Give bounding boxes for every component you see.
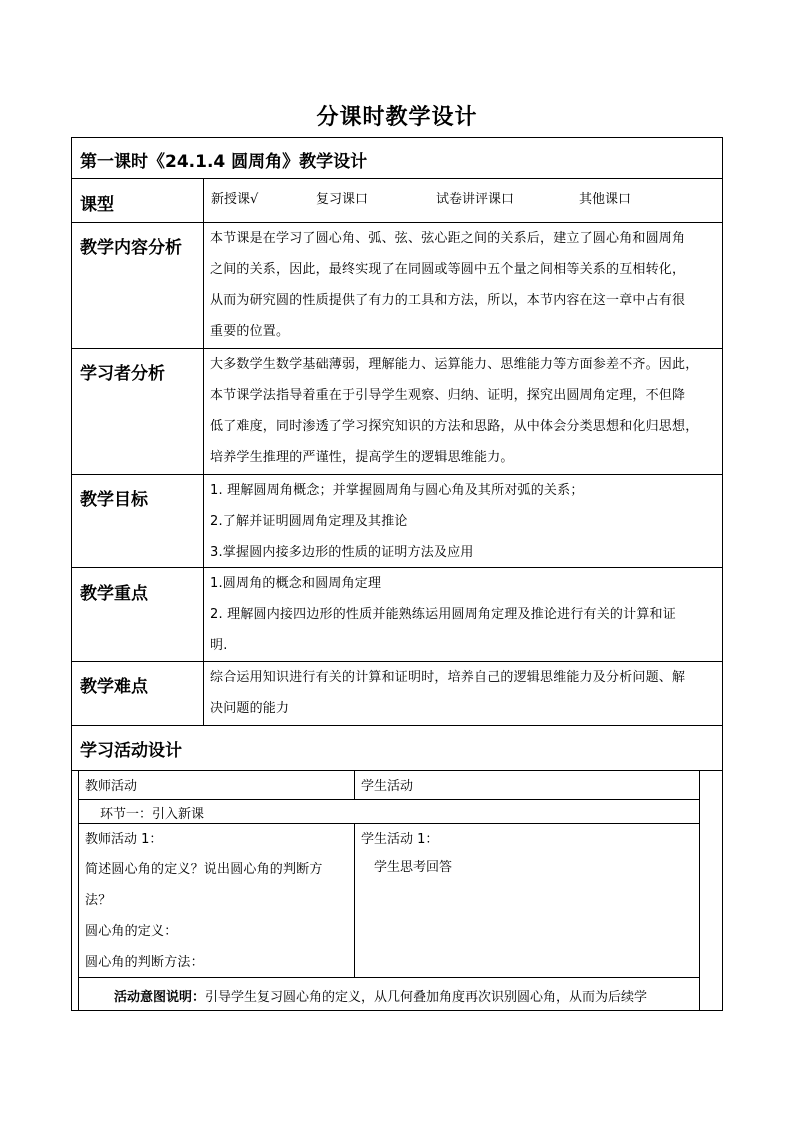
text-line: 2. 理解圆内接四边形的性质并能熟练运用圆周角定理及推论进行有关的计算和证: [210, 607, 676, 622]
label-column-divider: [203, 178, 204, 725]
activity-intent: [114, 986, 647, 1005]
text-line: 决问题的能力: [210, 701, 290, 716]
page-title: 分课时教学设计: [316, 104, 478, 130]
text-line: 低了难度，同时渗透了学习探究知识的方法和思路，从中体会分类思想和化归思想，: [210, 419, 699, 434]
activity-design-label: 学习活动设计: [80, 741, 182, 761]
inner-right-border: [699, 770, 700, 1011]
course-type-option-other: 其他课口: [579, 192, 632, 207]
activity-intent-label: 活动意图说明：: [114, 990, 206, 1005]
objectives-label: 教学目标: [80, 490, 148, 510]
text-line: 培养学生推理的严谨性，提高学生的逻辑思维能力。: [210, 450, 514, 465]
difficulties-text: [210, 662, 685, 724]
lesson-title: 第一课时《24.1.4 圆周角》教学设计: [80, 152, 368, 172]
text-line: 明.: [210, 638, 228, 653]
text-line: 2.了解并证明圆周角定理及其推论: [210, 514, 408, 529]
inner-column-divider: [354, 823, 355, 977]
course-type-option-new: 新授课√: [211, 192, 259, 207]
text-line: 1. 理解圆周角概念；并掌握圆周角与圆心角及其所对弧的关系；: [210, 483, 584, 498]
text-line: 从而为研究圆的性质提供了有力的工具和方法，所以，本节内容在这一章中占有很: [210, 293, 686, 308]
text-line: 法？: [85, 893, 112, 908]
text-line: 重要的位置。: [210, 324, 290, 339]
text-line: 圆心角的判断方法：: [85, 955, 204, 970]
text-line: 综合运用知识进行有关的计算和证明时，培养自己的逻辑思维能力及分析问题、解: [210, 670, 686, 685]
course-type-option-review: 复习课口: [316, 192, 369, 207]
key-points-label: 教学重点: [80, 584, 148, 604]
teacher-activity-title: 教师活动 1：: [85, 832, 163, 847]
content-analysis-text: [210, 223, 685, 347]
text-line: 本节课是在学习了圆心角、弧、弦、弦心距之间的关系后，建立了圆心角和圆周角: [210, 231, 686, 246]
text-line: 3.掌握圆内接多边形的性质的证明方法及应用: [210, 545, 474, 560]
row-divider: [71, 770, 723, 771]
inner-left-border: [78, 770, 79, 1011]
inner-row-divider: [78, 799, 699, 800]
text-line: 本节课学法指导着重在于引导学生观察、归纳、证明，探究出圆周角定理，不但降: [210, 388, 686, 403]
text-line: 大多数学生数学基础薄弱，理解能力、运算能力、思维能力等方面参差不齐。因此，: [210, 357, 699, 372]
learner-analysis-label: 学习者分析: [80, 364, 165, 384]
teacher-activity-text: [85, 854, 323, 978]
course-type-label: 课型: [80, 195, 114, 215]
text-line: 简述圆心角的定义？说出圆心角的判断方: [85, 862, 323, 877]
student-activity-header: 学生活动: [361, 779, 414, 794]
teacher-activity-header: 教师活动: [85, 779, 138, 794]
student-activity-title: 学生活动 1：: [361, 832, 439, 847]
section-title: 环节一：引入新课: [100, 807, 205, 822]
content-analysis-label: 教学内容分析: [80, 238, 182, 258]
student-activity-text: 学生思考回答: [374, 860, 453, 875]
row-divider: [71, 178, 723, 179]
row-divider: [71, 725, 723, 726]
inner-column-divider: [354, 770, 355, 799]
inner-row-divider: [78, 823, 699, 824]
text-line: 之间的关系，因此，最终实现了在同圆或等圆中五个量之间相等关系的互相转化，: [210, 262, 686, 277]
learner-analysis-text: [210, 349, 698, 473]
objectives-text: [210, 475, 584, 568]
text-line: 圆心角的定义：: [85, 924, 178, 939]
difficulties-label: 教学难点: [80, 677, 148, 697]
activity-intent-text: 引导学生复习圆心角的定义，从几何叠加角度再次识别圆心角，从而为后续学: [205, 990, 648, 1005]
text-line: 1.圆周角的概念和圆周角定理: [210, 576, 382, 591]
key-points-text: [210, 568, 676, 661]
course-type-option-exam: 试卷讲评课口: [436, 192, 515, 207]
